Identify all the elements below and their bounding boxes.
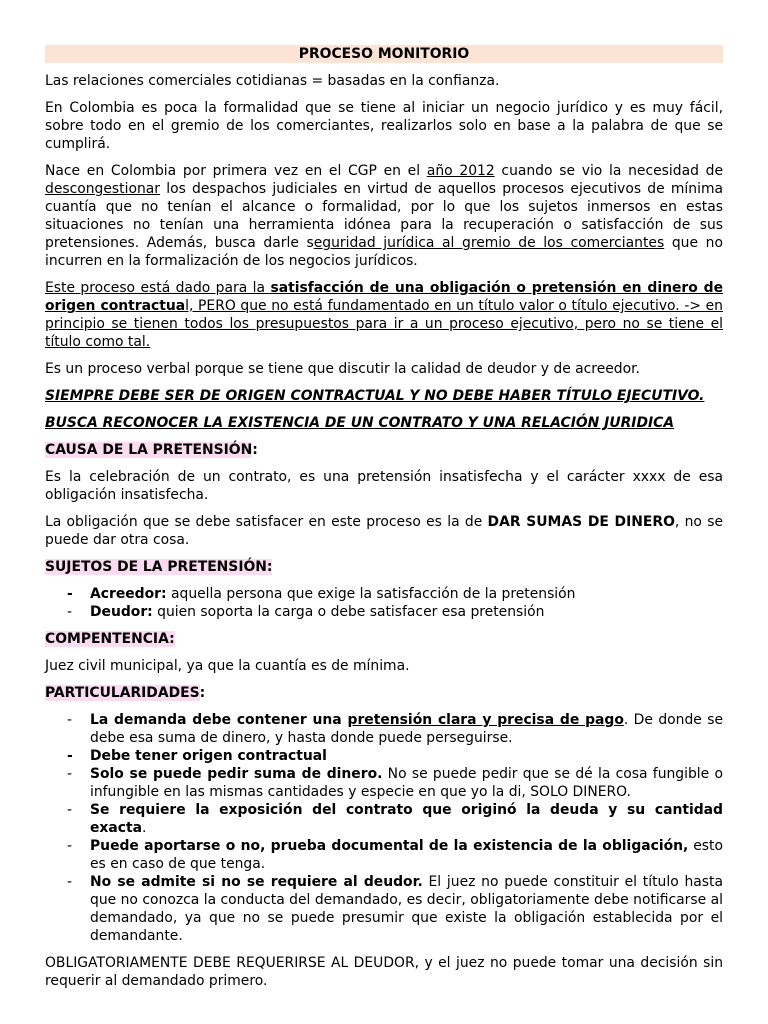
paragraph-final: OBLIGATORIAMENTE DEBE REQUERIRSE AL DEUDOR, y el juez no puede tomar una decisión sin requerir al demandado primero.: [45, 955, 723, 989]
list-item-deudor: - Deudor: quien soporta la carga o debe satisfacer esa pretensión: [67, 604, 545, 620]
list-marker: -: [67, 712, 73, 728]
paragraph-formalidad: En Colombia es poca la formalidad que se tiene al iniciar un negocio jurídico y es muy fácil, sobre todo en el gremio de los comerciantes, realizarlos solo en base a la palabra de que se cumplirá.: [45, 100, 723, 152]
document-page: [45, 45, 723, 999]
paragraph-origen-cgp: Nace en Colombia por primera vez en el CGP en el año 2012 cuando se vio la necesidad de descongestionar los despachos judiciales en virtud de aquellos procesos ejecutivos de mínima cuantía que no tenían el alcance o formalidad, por lo que los sujetos inmersos en estas situaciones no tenían una herramienta idónea para la recuperación o satisfacción de sus pretensiones. Además, busca darle seguridad jurídica al gremio de los comerciantes que no incurren en la formalización de los negocios jurídicos.: [45, 163, 723, 269]
list-item-origen: - Debe tener origen contractual: [67, 748, 327, 764]
paragraph-proceso-dado: Este proceso está dado para la satisfacción de una obligación o pretensión en dinero de origen contractual, PERO que no está fundamentado en un título valor o título ejecutivo. -> en principio se tienen todos los presupuestos para ir a un proceso ejecutivo, pero no se tiene el título como tal.: [45, 280, 723, 350]
heading-causa: CAUSA DE LA PRETENSIÓN:: [45, 442, 258, 458]
list-marker: -: [67, 874, 73, 890]
statement-reconocer-contrato: BUSCA RECONOCER LA EXISTENCIA DE UN CONTRATO Y UNA RELACIÓN JURIDICA: [45, 415, 675, 431]
list-marker: -: [67, 838, 73, 854]
paragraph-obligacion: La obligación que se debe satisfacer en este proceso es la de DAR SUMAS DE DINERO, no se puede dar otra cosa.: [45, 514, 723, 548]
list-item-requerir: - No se admite si no se requiere al deudor. El juez no puede constituir el título hasta que no conozca la conducta del demandado, es decir, obligatoriamente debe notificarse al demandado, ya que no se puede presumir que existe la obligación establecida por el demandante.: [67, 874, 723, 944]
paragraph-relaciones: Las relaciones comerciales cotidianas = basadas en la confianza.: [45, 73, 500, 89]
paragraph-causa: Es la celebración de un contrato, es una pretensión insatisfecha y el carácter xxxx de esa obligación insatisfecha.: [45, 469, 723, 503]
document-title: PROCESO MONITORIO: [45, 45, 723, 63]
list-item-demanda: - La demanda debe contener una pretensión clara y precisa de pago. De donde se debe esa suma de dinero, y hasta donde puede perseguirse.: [67, 712, 723, 746]
list-item-suma-dinero: - Solo se puede pedir suma de dinero. No se puede pedir que se dé la cosa fungible o infungible en las mismas cantidades y especie en que yo la di, SOLO DINERO.: [67, 766, 723, 800]
list-marker: -: [67, 766, 73, 782]
list-marker: -: [67, 604, 73, 620]
list-item-exposicion: - Se requiere la exposición del contrato que originó la deuda y su cantidad exacta.: [67, 802, 723, 836]
particularidades-list: [45, 711, 723, 945]
heading-particularidades: PARTICULARIDADES:: [45, 685, 206, 701]
heading-competencia: COMPENTENCIA:: [45, 631, 175, 647]
list-marker: -: [67, 586, 73, 602]
list-marker: -: [67, 748, 73, 764]
heading-sujetos: SUJETOS DE LA PRETENSIÓN:: [45, 559, 273, 575]
paragraph-proceso-verbal: Es un proceso verbal porque se tiene que discutir la calidad de deudor y de acreedor.: [45, 361, 640, 377]
list-marker: -: [67, 802, 73, 818]
sujetos-list: [45, 585, 723, 621]
list-item-acreedor: - Acreedor: aquella persona que exige la satisfacción de la pretensión: [67, 586, 576, 602]
paragraph-competencia: Juez civil municipal, ya que la cuantía es de mínima.: [45, 658, 410, 674]
list-item-prueba: - Puede aportarse o no, prueba documental de la existencia de la obligación, esto es en caso de que tenga.: [67, 838, 723, 872]
statement-origen-contractual: SIEMPRE DEBE SER DE ORIGEN CONTRACTUAL Y NO DEBE HABER TÍTULO EJECUTIVO.: [45, 388, 705, 404]
